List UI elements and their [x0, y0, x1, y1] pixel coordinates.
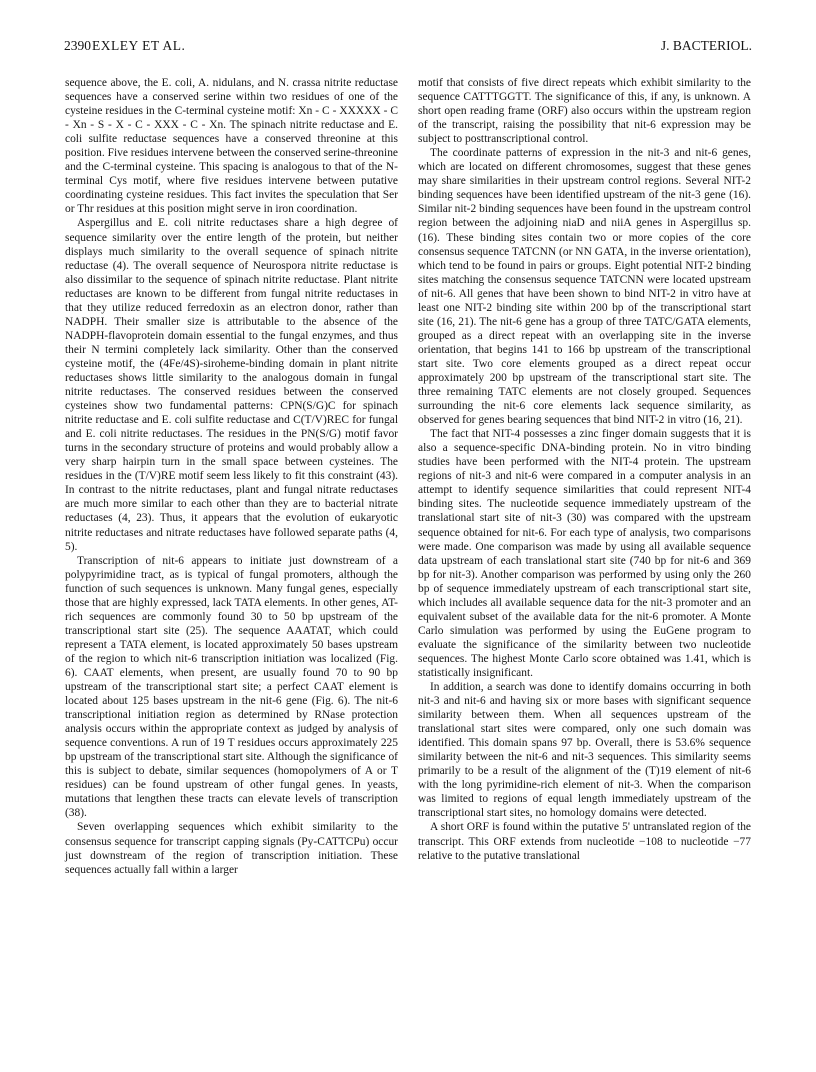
- paragraph: The coordinate patterns of expression in the nit-3 and nit-6 genes, which are located on different chromosomes, suggest that these genes may share similarities in their upstream control regions. Several NIT-2 binding sequences have been identified upstream of the nit-3 gene (16). Similar nit-2 binding sequences have been found in the upstream control region between the adjoining niaD and niiA genes in Aspergillus sp. (16). These binding sites contain two or more copies of the core consensus sequence TATCNN (or NN GATA, in the inverse orientation), which tend to be found in pairs or groups. Eight potential NIT-2 binding sites matching the consensus sequence TATCNN were located upstream of nit-6. All genes that have been shown to bind NIT-2 in vitro have at least one NIT-2 binding site within 200 bp of the transcriptional start site (16, 21). The nit-6 gene has a group of three TATC/GATA elements, grouped as a direct repeat with an overlapping site in the inverse orientation, that begins 141 to 166 bp upstream of the transcriptional start site. Two core elements grouped as a direct repeat occur approximately 200 bp upstream of the transcriptional start site. The three remaining TATC elements are not closely grouped. Sequences surrounding the nit-6 core elements lack sequence similarity, as observed for genes bearing sequences that bind NIT-2 in vitro (16, 21).: [418, 147, 751, 427]
- right-column: [418, 76, 751, 863]
- paragraph: Transcription of nit-6 appears to initiate just downstream of a polypyrimidine tract, as is typical of fungal promoters, although the function of such sequences is unknown. Many fungal genes, especially those that are highly expressed, lack TATA elements. In other genes, AT-rich sequences are commonly found 30 to 50 bp upstream of the transcriptional start site (25). The sequence AAATAT, which could represent a TATA element, is located approximately 50 bases upstream of the region to which nit-6 transcription initiation was localized (Fig. 6). CAAT elements, when present, are usually found 70 to 90 bp upstream of the transcriptional start site; a perfect CAAT element is located about 125 bases upstream in the nit-6 gene (Fig. 6). The nit-6 transcriptional initiation region as determined by RNase protection analysis occurs within the appropriate context as judged by analysis of sequence conventions. A run of 19 T residues occurs approximately 225 bp upstream of the transcriptional start site. Although the significance of this is subject to debate, similar sequences (homopolymers of A or T residues) can be found upstream of other fungal genes. In yeasts, mutations that lengthen these tracts can elevate levels of transcription (38).: [65, 554, 398, 820]
- paragraph: Aspergillus and E. coli nitrite reductases share a high degree of sequence similarity over the entire length of the protein, but neither displays much similarity to the overall sequence of spinach nitrite reductase (4). The overall sequence of Neurospora nitrite reductase is also dissimilar to the sequence of spinach nitrite reductase. Plant nitrite reductases are known to be different from fungal nitrite reductases in that they utilize reduced ferredoxin as an electron donor, rather than NADPH. Their smaller size is attributable to the absence of the NADPH-flavoprotein domain essential to the fungal enzymes, and thus their N termini completely lack similarity. Other than the conserved cysteine motif, the (4Fe/4S)-siroheme-binding domain in plant nitrite reductases shows little similarity to the analogous domain in fungal nitrite reductases. The conserved residues between the conserved cysteines show two fundamental patterns: CPN(S/G)C for spinach nitrite reductase and E. coli sulfite reductase and C(T/V)REC for fungal and E. coli nitrite reductases. The residues in the PN(S/G) motif favor turns in the secondary structure of proteins and would probably allow a very sharp hairpin turn in the small space between cysteines. The residues in the (T/V)RE motif seem less likely to fit this constraint (43). In contrast to the nitrite reductases, plant and fungal nitrate reductases are much more similar to each other than they are to bacterial nitrate reductases (4, 23). Thus, it appears that the evolution of eukaryotic nitrite reductases and nitrate reductases have followed separate paths (4, 5).: [65, 217, 398, 553]
- page-header: [64, 38, 752, 60]
- paragraph: In addition, a search was done to identify domains occurring in both nit-3 and nit-6 and having six or more bases with significant sequence similarity between them. When all sequences upstream of the translational start sites were compared, only one such domain was identified. This domain spans 97 bp. Overall, there is 53.6% sequence similarity between the nit-6 and nit-3 sequences. This similarity seems primarily to be a result of the alignment of the (T)19 element of nit-6 with the long pyrimidine-rich element of nit-3. When the comparison was limited to regions of equal length immediately upstream of the transcriptional start sites, no homology domains were detected.: [418, 681, 751, 820]
- paragraph: motif that consists of five direct repeats which exhibit similarity to the sequence CATTTGGTT. The significance of this, if any, is unknown. A short open reading frame (ORF) also occurs within the upstream region of the transcript, raising the possibility that nit-6 expression may be subject to posttranscriptional control.: [418, 77, 751, 146]
- left-column: [65, 76, 398, 877]
- paragraph: The fact that NIT-4 possesses a zinc finger domain suggests that it is also a sequence-specific DNA-binding protein. No in vitro binding studies have been performed with the NIT-4 protein. The upstream regions of nit-3 and nit-6 were compared in a computer analysis in an attempt to identify sequence similarities that could represent NIT-4 binding sites. The nucleotide sequence immediately upstream of the translational start site of nit-3 (30) was compared with the upstream sequence obtained for nit-6. For each type of analysis, two comparisons were made. One comparison was made by using all available sequence data upstream of each translational start site (740 bp for nit-6 and 369 bp for nit-3). Another comparison was performed by using only the 260 bp of sequence immediately upstream of each transcriptional start site, which includes all available sequence data for the nit-3 promoter and an equivalent subset of the available data for the nit-6 promoter. A Monte Carlo simulation was performed by using the EuGene program to evaluate the significance of the similarity between two nucleotide sequences. The highest Monte Carlo score obtained was 1.41, which is statistically insignificant.: [418, 428, 751, 679]
- running-head-journal: J. BACTERIOL.: [660, 38, 752, 53]
- paragraph: A short ORF is found within the putative 5' untranslated region of the transcript. This ORF extends from nucleotide −108 to nucleotide −77 relative to the putative translational: [418, 821, 751, 862]
- page-number: 2390: [64, 38, 91, 53]
- running-head-authors: EXLEY ET AL.: [92, 38, 186, 53]
- paragraph: Seven overlapping sequences which exhibit similarity to the consensus sequence for transcript capping signals (Py-CATTCPu) occur just downstream of the region of transcription initiation. These sequences actually fall within a larger: [65, 821, 398, 876]
- paragraph: sequence above, the E. coli, A. nidulans, and N. crassa nitrite reductase sequences have a conserved serine within two residues of one of the cysteine residues in the C-terminal cysteine motif: Xn - C - XXXXX - C - Xn - S - X - C - XXX - C - Xn. The spinach nitrite reductase and E. coli sulfite reductase sequences have a conserved threonine at this position. Five residues intervene between the conserved serine-threonine and the C-terminal cysteine. This spacing is analogous to that of the N-terminal Cys motif, where five residues intervene between putative coordinating cysteine residues. This fact invites the speculation that Ser or Thr residues at this position might serve in iron coordination.: [65, 77, 398, 216]
